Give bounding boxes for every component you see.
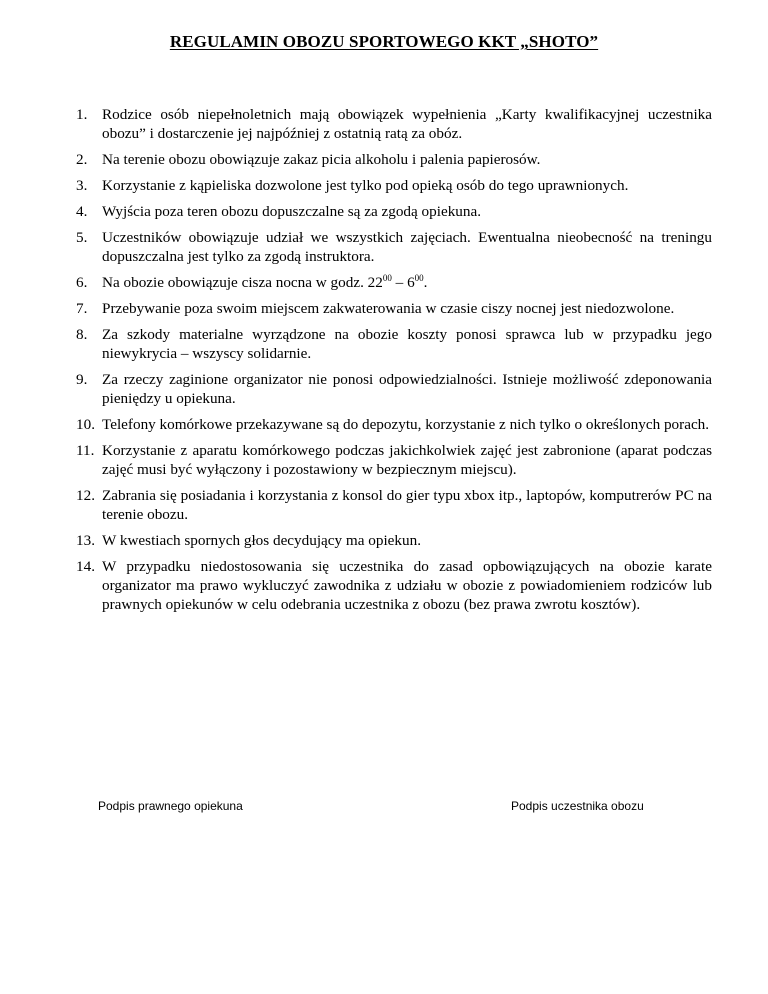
rule-text: Korzystanie z kąpieliska dozwolone jest tylko pod opieką osób do tego uprawnionych. — [102, 177, 629, 194]
rule-item-9 — [76, 370, 712, 408]
rule-number: 4. — [76, 203, 88, 220]
rules-list — [76, 105, 712, 621]
rule-text: Telefony komórkowe przekazywane są do depozytu, korzystanie z nich tylko o określonych porach. — [102, 416, 710, 433]
rule-number: 13. — [76, 532, 95, 549]
rule-item-10 — [76, 415, 712, 434]
rule-number: 2. — [76, 151, 88, 168]
rule-number: 5. — [76, 229, 88, 246]
rule-text-after: . — [423, 274, 428, 291]
rule-number: 3. — [76, 177, 88, 194]
rule-number: 12. — [76, 487, 95, 504]
rule-item-3 — [76, 176, 712, 195]
rule-text: Korzystanie z aparatu komórkowego podczas jakichkolwiek zajęć jest zabronione (aparat podczas zajęć musi być wyłączony i pozostawiony w bezpiecznym miejscu). — [102, 442, 712, 478]
rule-text: Rodzice osób niepełnoletnich mają obowiązek wypełnienia „Karty kwalifikacyjnej uczestnika obozu” i dostarczenie jej najpóźniej z ostatnią ratą za obóz. — [102, 106, 712, 142]
rule-text: Za szkody materialne wyrządzone na obozie koszty ponosi sprawca lub w przypadku jego niewykrycia – wszyscy solidarnie. — [102, 326, 712, 362]
rule-text: Na terenie obozu obowiązuje zakaz picia alkoholu i palenia papierosów. — [102, 151, 541, 168]
rule-number: 14. — [76, 558, 95, 575]
rule-text: Za rzeczy zaginione organizator nie ponosi odpowiedzialności. Istnieje możliwość zdeponowania pieniędzy u opiekuna. — [102, 371, 712, 407]
rule-item-8 — [76, 325, 712, 363]
rule-item-13 — [76, 531, 712, 550]
rule-text: Zabrania się posiadania i korzystania z konsol do gier typu xbox itp., laptopów, komputrerów PC na terenie obozu. — [102, 487, 712, 523]
rule-number: 9. — [76, 371, 88, 388]
rule-number: 6. — [76, 274, 88, 291]
rule-number: 1. — [76, 106, 88, 123]
rule-item-14 — [76, 557, 712, 614]
rule-text: W kwestiach spornych głos decydujący ma opiekun. — [102, 532, 421, 549]
rule-item-12 — [76, 486, 712, 524]
rule-item-4 — [76, 202, 712, 221]
rule-text — [102, 273, 712, 292]
rule-item-5 — [76, 228, 712, 266]
rule-item-2 — [76, 150, 712, 169]
rule-item-1 — [76, 105, 712, 143]
rule-text-before: Na obozie obowiązuje cisza nocna w godz. 22 — [102, 274, 383, 291]
guardian-signature-label: Podpis prawnego opiekuna — [98, 799, 243, 813]
rule-item-6 — [76, 273, 712, 292]
rule-number: 11. — [76, 442, 95, 459]
rule-text: W przypadku niedostosowania się uczestnika do zasad opbowiązujących na obozie karate organizator ma prawo wykluczyć zawodnika z udziału w obozie z powiadomieniem rodziców lub prawnych opiekunów w celu odebrania uczestnika z obozu (bez prawa zwrotu kosztów). — [102, 558, 712, 613]
document-title: REGULAMIN OBOZU SPORTOWEGO KKT „SHOTO” — [169, 32, 599, 51]
rule-item-7 — [76, 299, 712, 318]
rule-item-11 — [76, 441, 712, 479]
time-end-superscript: 00 — [414, 273, 424, 283]
rule-number: 10. — [76, 416, 95, 433]
rule-text: Przebywanie poza swoim miejscem zakwaterowania w czasie ciszy nocnej jest niedozwolone. — [102, 300, 675, 317]
participant-signature-label: Podpis uczestnika obozu — [511, 799, 644, 813]
rule-number: 8. — [76, 326, 88, 343]
rule-text: Uczestników obowiązuje udział we wszystkich zajęciach. Ewentualna nieobecność na treningu dopuszczalna jest tylko za zgodą instruktora. — [102, 229, 712, 265]
rule-text-middle: – 6 — [391, 274, 415, 291]
rule-number: 7. — [76, 300, 88, 317]
rule-text: Wyjścia poza teren obozu dopuszczalne są za zgodą opiekuna. — [102, 203, 482, 220]
time-start-superscript: 00 — [382, 273, 392, 283]
